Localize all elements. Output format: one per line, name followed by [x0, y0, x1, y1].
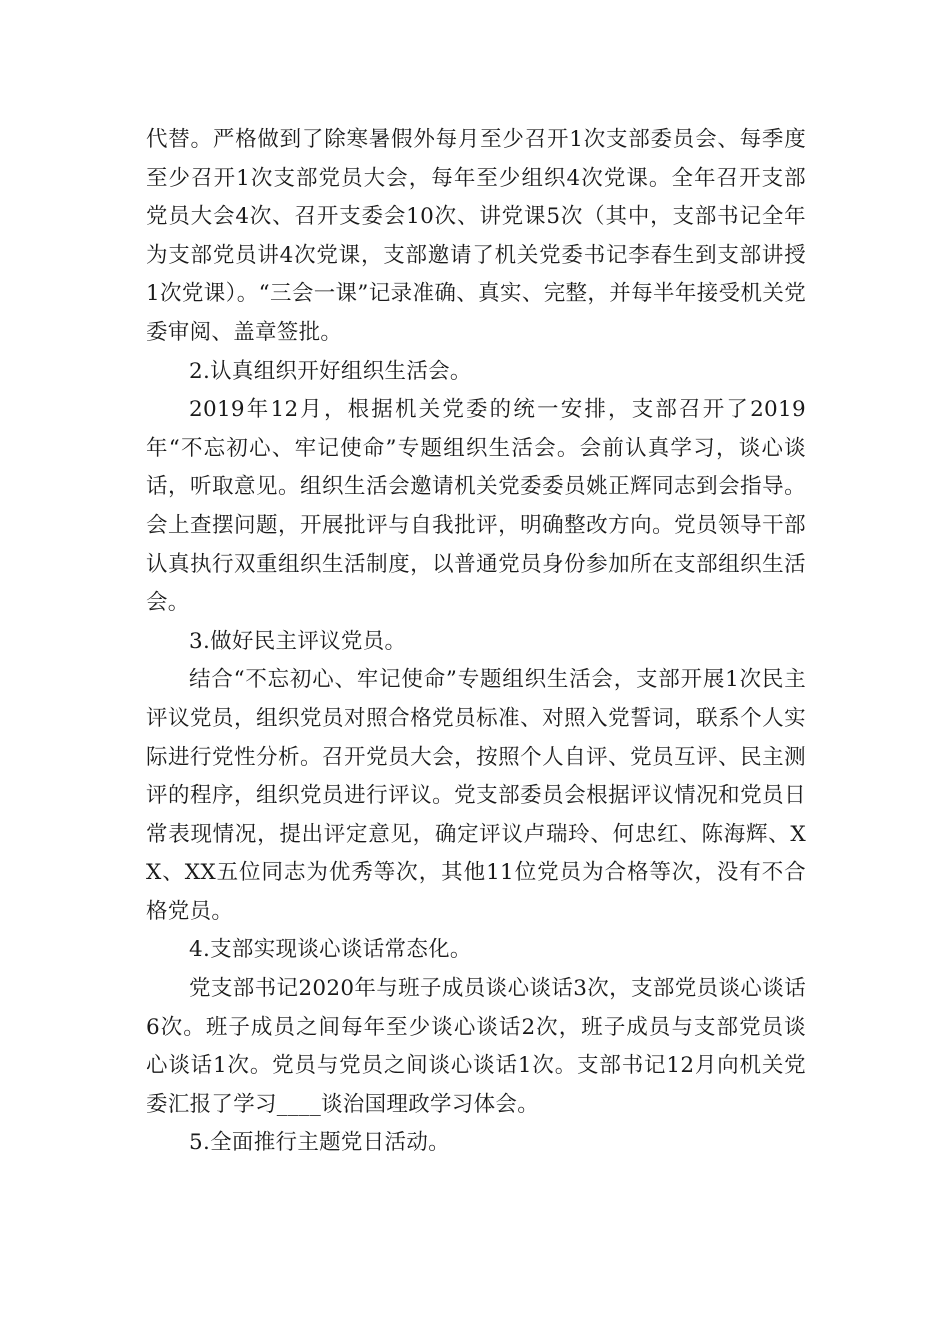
- section-heading-democratic-evaluation: 3.做好民主评议党员。: [189, 628, 407, 654]
- paragraph-heart-to-heart-talks: 党支部书记2020年与班子成员谈心谈话3次，支部党员谈心谈话6次。班子成员之间每年至少谈心谈话2次，班子成员与支部党员谈心谈话1次。党员与党员之间谈心谈话1次。支部书记12月向机关党委汇报了学习____谈治国理政学习体会。: [146, 976, 806, 1117]
- section-heading-theme-party-day: 5.全面推行主题党日活动。: [189, 1130, 450, 1156]
- paragraph-democratic-evaluation: 结合“不忘初心、牢记使命”专题组织生活会，支部开展1次民主评议党员，组织党员对照合格党员标准、对照入党誓词，联系个人实际进行党性分析。召开党员大会，按照个人自评、党员互评、民主测评的程序，组织党员进行评议。党支部委员会根据评议情况和党员日常表现情况，提出评定意见，确定评议卢瑞玲、何忠红、陈海辉、XX、XX五位同志为优秀等次，其他11位党员为合格等次，没有不合格党员。: [146, 667, 806, 924]
- paragraph-organizational-life-meeting: 2019年12月，根据机关党委的统一安排，支部召开了2019年“不忘初心、牢记使命”专题组织生活会。会前认真学习，谈心谈话，听取意见。组织生活会邀请机关党委委员姚正辉同志到会指导。会上查摆问题，开展批评与自我批评，明确整改方向。党员领导干部认真执行双重组织生活制度，以普通党员身份参加所在支部组织生活会。: [146, 397, 806, 616]
- section-heading-organizational-life-meeting: 2.认真组织开好组织生活会。: [189, 358, 472, 384]
- document-body: [146, 121, 806, 1163]
- section-heading-heart-to-heart-talks: 4.支部实现谈心谈话常态化。: [189, 937, 472, 963]
- paragraph-three-meetings-one-lesson: 代替。严格做到了除寒暑假外每月至少召开1次支部委员会、每季度至少召开1次支部党员大会，每年至少组织4次党课。全年召开支部党员大会4次、召开支委会10次、讲党课5次（其中，支部书记全年为支部党员讲4次党课，支部邀请了机关党委书记李春生到支部讲授1次党课）。“三会一课”记录准确、真实、完整，并每半年接受机关党委审阅、盖章签批。: [146, 127, 806, 345]
